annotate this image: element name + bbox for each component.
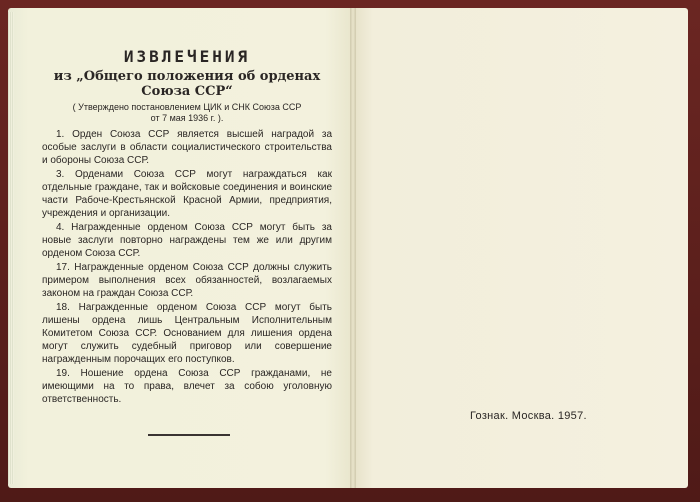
closing-rule xyxy=(148,434,230,436)
paragraph-18: 18. Награжденные орденом Союза ССР могут быть лишены ордена лишь Центральным Исполнительным Комитетом Союза ССР. Основанием для лишения ордена могут служить судебный приговор или совершение награжденным порочащих его поступков. xyxy=(42,302,332,365)
subtitle-line-1: из „Общего положения об орденах xyxy=(53,69,321,84)
extracts-text-block xyxy=(42,36,332,407)
page-edges xyxy=(8,12,14,484)
subtitle-line-2: Союза ССР“ xyxy=(141,84,233,99)
printer-imprint: Гознак. Москва. 1957. xyxy=(470,410,587,422)
approval-line-1: ( Утверждено постановлением ЦИК и СНК Союза ССР xyxy=(72,102,302,112)
paragraph-4: 4. Награжденные орденом Союза ССР могут быть за новые заслуги повторно награждены тем же или другим орденом Союза ССР. xyxy=(42,222,332,259)
paragraph-3: 3. Орденами Союза ССР могут награждаться как отдельные граждане, так и войсковые соединения и воинские части Рабоче-Крестьянской Красной Армии, предприятия, учреждения и организации. xyxy=(42,169,332,219)
paragraph-17: 17. Награжденные орденом Союза ССР должны служить примером выполнения всех обязанностей, возлагаемых законом на граждан Союза ССР. xyxy=(42,262,332,299)
approval-note xyxy=(42,102,332,124)
paragraph-19: 19. Ношение ордена Союза ССР гражданами, не имеющими на то права, влечет за собою уголовную ответственность. xyxy=(42,368,332,405)
approval-line-2: от 7 мая 1936 г. ). xyxy=(150,113,224,123)
paragraph-1: 1. Орден Союза ССР является высшей наградой за особые заслуги в области социалистического строительства и обороны Союза ССР. xyxy=(42,129,332,166)
extracts-title: ИЗВЛЕЧЕНИЯ xyxy=(123,47,251,66)
booklet-spine xyxy=(350,8,356,488)
